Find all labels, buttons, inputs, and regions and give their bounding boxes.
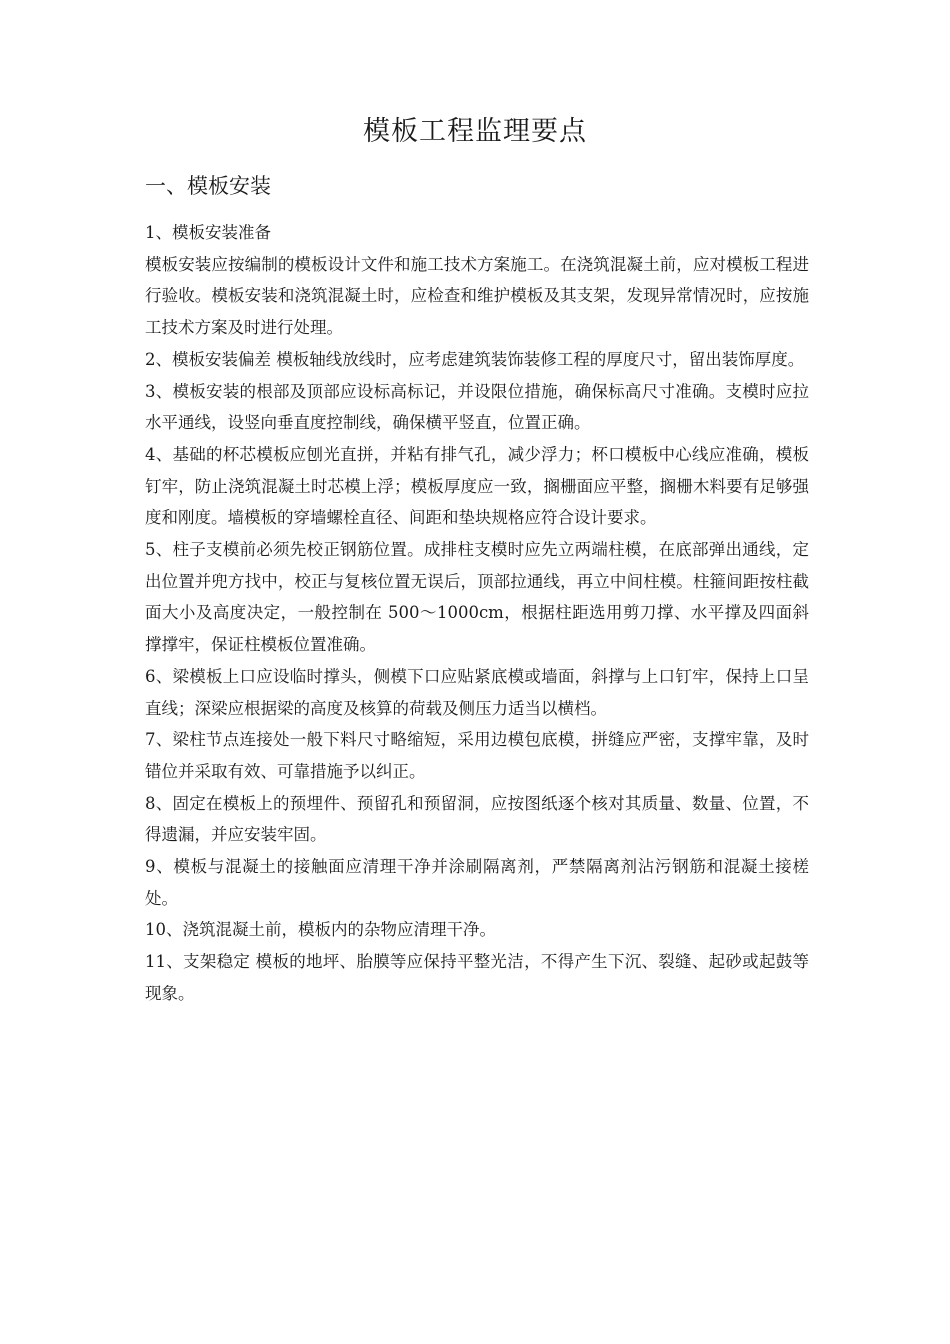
section-heading: 一、模板安装 [145,174,271,198]
paragraph-item-5: 5、柱子支模前必须先校正钢筋位置。成排柱支模时应先立两端柱模，在底部弹出通线，定出位置并兜方找中，校正与复核位置无误后，顶部拉通线，再立中间柱模。柱箍间距按柱截面大小及高度决定，一般控制在 500～1000cm，根据柱距选用剪刀撑、水平撑及四面斜撑撑牢，保证柱模板位置准确。 [145,540,809,655]
paragraph-item-11: 11、支架稳定 模板的地坪、胎膜等应保持平整光洁，不得产生下沉、裂缝、起砂或起鼓等现象。 [145,952,809,1003]
paragraph-item-7: 7、梁柱节点连接处一般下料尺寸略缩短，采用边模包底模，拼缝应严密，支撑牢靠，及时错位并采取有效、可靠措施予以纠正。 [145,730,809,781]
paragraph-item-2: 2、模板安装偏差 模板轴线放线时，应考虑建筑装饰装修工程的厚度尺寸，留出装饰厚度。 [145,349,805,369]
paragraph-preparation-text: 模板安装应按编制的模板设计文件和施工技术方案施工。在浇筑混凝土前，应对模板工程进行验收。模板安装和浇筑混凝土时，应检查和维护模板及其支架，发现异常情况时，应按施工技术方案及时进行处理。 [145,254,809,338]
paragraph-item-8: 8、固定在模板上的预埋件、预留孔和预留洞，应按图纸逐个核对其质量、数量、位置，不得遗漏，并应安装牢固。 [145,793,809,845]
paragraph-item-6: 6、梁模板上口应设临时撑头，侧模下口应贴紧底模或墙面，斜撑与上口钉牢，保持上口呈直线；深梁应根据梁的高度及核算的荷载及侧压力适当以横档。 [145,666,809,718]
paragraph-item-1: 1、模板安装准备 [145,223,271,242]
paragraph-item-3: 3、模板安装的根部及顶部应设标高标记，并设限位措施，确保标高尺寸准确。支模时应拉水平通线，设竖向垂直度控制线，确保横平竖直，位置正确。 [145,381,809,433]
paragraph-item-9: 9、模板与混凝土的接触面应清理干净并涂刷隔离剂，严禁隔离剂沾污钢筋和混凝土接槎处。 [145,857,809,908]
document-title: 模板工程监理要点 [363,116,587,147]
paragraph-item-4: 4、基础的杯芯模板应刨光直拼，并粘有排气孔，减少浮力；杯口模板中心线应准确，模板钉牢，防止浇筑混凝土时芯模上浮；模板厚度应一致，搁栅面应平整，搁栅木料要有足够强度和刚度。墙模板的穿墙螺栓直径、间距和垫块规格应符合设计要求。 [145,444,809,528]
document-body [145,217,809,1010]
paragraph-item-10: 10、浇筑混凝土前，模板内的杂物应清理干净。 [145,920,496,940]
